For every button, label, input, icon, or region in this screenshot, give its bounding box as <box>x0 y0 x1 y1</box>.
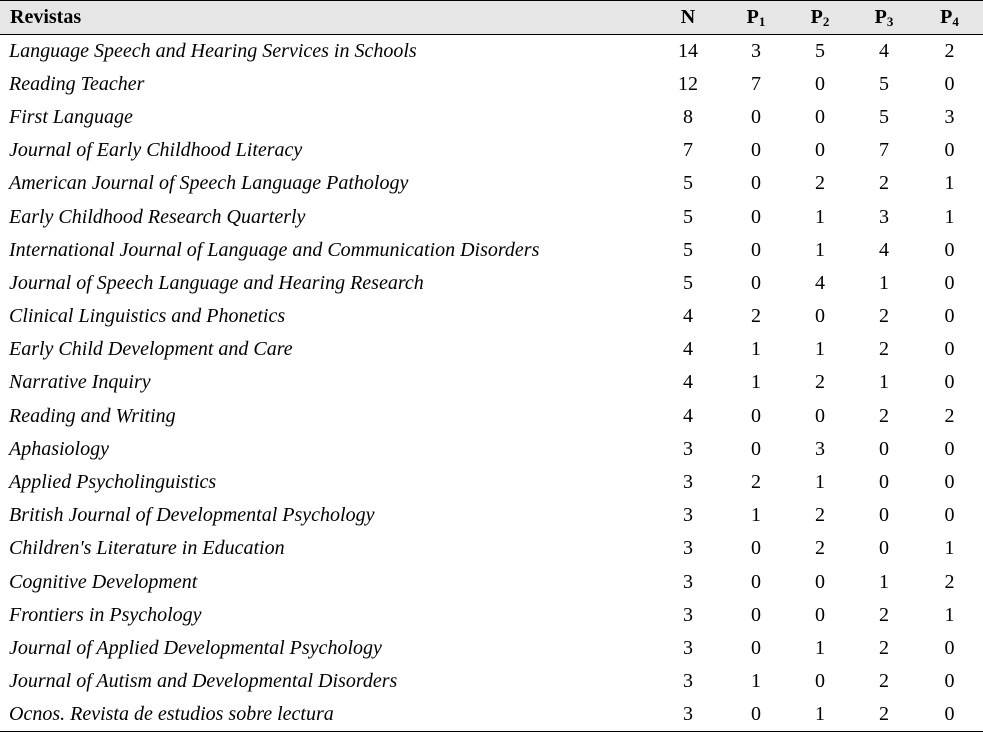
table-row <box>0 632 983 665</box>
cell-p4: 0 <box>944 504 955 527</box>
cell-p1: 3 <box>751 39 761 62</box>
cell-p3: 3 <box>879 205 889 228</box>
header-n: N <box>652 1 724 35</box>
cell-n: 5 <box>683 205 693 228</box>
table-row <box>0 466 983 499</box>
table-row <box>0 234 983 267</box>
cell-p4: 0 <box>944 72 955 95</box>
cell-p3: 4 <box>879 39 889 62</box>
cell-p2: 0 <box>815 570 825 593</box>
cell-p2: 2 <box>815 371 825 394</box>
cell-p2: 0 <box>815 139 825 162</box>
cell-p3: 1 <box>879 371 889 394</box>
table-row <box>0 134 983 167</box>
cell-p4: 2 <box>944 570 955 593</box>
cell-p4: 1 <box>944 603 955 626</box>
cell-p3: 2 <box>879 338 889 361</box>
cell-p2: 1 <box>815 238 825 261</box>
cell-p3: 2 <box>879 404 889 427</box>
cell-p1: 7 <box>751 72 761 95</box>
cell-p2: 1 <box>815 205 825 228</box>
header-p1 <box>724 1 788 35</box>
cell-journal-name: Applied Psycholinguistics <box>9 471 217 494</box>
cell-n: 3 <box>683 537 693 560</box>
cell-p4: 2 <box>944 404 955 427</box>
cell-journal-name: Journal of Applied Developmental Psychology <box>9 636 382 659</box>
cell-p2: 1 <box>788 698 852 731</box>
cell-journal-name: Language Speech and Hearing Services in Schools <box>9 39 417 62</box>
cell-journal-name: International Journal of Language and Communication Disorders <box>9 238 540 261</box>
cell-journal-name: Journal of Early Childhood Literacy <box>9 139 303 162</box>
cell-n: 4 <box>683 371 693 394</box>
cell-journal-name: Clinical Linguistics and Phonetics <box>9 305 286 328</box>
cell-journal-name: Reading Teacher <box>9 72 145 95</box>
cell-p3: 2 <box>879 603 889 626</box>
cell-journal-name: Children's Literature in Education <box>9 537 285 560</box>
cell-n: 4 <box>683 404 693 427</box>
cell-p1: 0 <box>751 139 761 162</box>
cell-n: 3 <box>683 636 693 659</box>
cell-p2: 0 <box>815 670 825 693</box>
table-row <box>0 267 983 300</box>
header-p3-sub: 3 <box>886 13 894 29</box>
table-header <box>0 1 983 35</box>
cell-n: 5 <box>683 172 693 195</box>
table-row <box>0 333 983 366</box>
cell-n: 8 <box>683 105 693 128</box>
table-row <box>0 566 983 599</box>
cell-p2: 1 <box>815 471 825 494</box>
cell-p2: 0 <box>815 404 825 427</box>
cell-p1: 1 <box>751 670 761 693</box>
cell-p1: 0 <box>751 537 761 560</box>
cell-p1: 1 <box>751 504 761 527</box>
cell-p4: 0 <box>944 670 955 693</box>
cell-p1: 0 <box>751 238 761 261</box>
header-p2 <box>788 1 852 35</box>
cell-journal-name: Narrative Inquiry <box>9 371 151 394</box>
cell-p2: 3 <box>815 437 825 460</box>
cell-journal-name: Early Childhood Research Quarterly <box>9 205 306 228</box>
table-row <box>0 300 983 333</box>
cell-p3: 2 <box>879 636 889 659</box>
cell-n: 3 <box>683 570 693 593</box>
cell-p4: 0 <box>916 698 983 731</box>
table-row <box>0 35 983 68</box>
cell-n: 3 <box>683 471 693 494</box>
cell-journal-name: First Language <box>9 105 133 128</box>
cell-n: 7 <box>683 139 693 162</box>
header-row <box>0 1 983 35</box>
header-p4 <box>916 1 983 35</box>
cell-journal-name: Journal of Autism and Developmental Disorders <box>9 670 398 693</box>
cell-p3: 5 <box>879 105 889 128</box>
table-row <box>0 167 983 200</box>
cell-p4: 0 <box>944 636 955 659</box>
cell-p3: 2 <box>879 305 889 328</box>
cell-p1: 0 <box>751 404 761 427</box>
cell-p3: 1 <box>879 570 889 593</box>
cell-p3: 4 <box>879 238 889 261</box>
cell-n: 3 <box>652 698 724 731</box>
cell-p2: 5 <box>815 39 825 62</box>
cell-p1: 1 <box>751 371 761 394</box>
cell-p2: 2 <box>815 537 825 560</box>
cell-p1: 0 <box>751 603 761 626</box>
cell-p1: 0 <box>751 570 761 593</box>
cell-n: 12 <box>678 72 698 95</box>
cell-p3: 2 <box>852 698 916 731</box>
cell-p1: 0 <box>751 437 761 460</box>
cell-n: 3 <box>683 504 693 527</box>
cell-p1: 0 <box>751 205 761 228</box>
header-p1-sub: 1 <box>758 13 766 29</box>
cell-p3: 2 <box>879 670 889 693</box>
table-row <box>0 698 983 731</box>
cell-p3: 5 <box>879 72 889 95</box>
cell-p2: 1 <box>815 338 825 361</box>
cell-p1: 0 <box>751 271 761 294</box>
cell-journal-name: American Journal of Speech Language Pathology <box>9 172 409 195</box>
cell-n: 4 <box>683 305 693 328</box>
cell-p4: 0 <box>944 305 955 328</box>
table-row <box>0 400 983 433</box>
cell-p3: 0 <box>879 504 889 527</box>
cell-p4: 0 <box>944 238 955 261</box>
cell-p2: 2 <box>815 172 825 195</box>
cell-p3: 0 <box>879 537 889 560</box>
cell-journal-name: British Journal of Developmental Psychology <box>9 504 375 527</box>
cell-p1: 0 <box>751 105 761 128</box>
cell-p4: 0 <box>944 271 955 294</box>
cell-p4: 0 <box>944 139 955 162</box>
cell-p1: 0 <box>751 636 761 659</box>
table-body <box>0 35 983 732</box>
cell-journal-name: Aphasiology <box>9 437 109 460</box>
cell-p4: 3 <box>944 105 955 128</box>
table-row <box>0 200 983 233</box>
header-p2-sub: 2 <box>822 13 830 29</box>
cell-p4: 1 <box>944 172 955 195</box>
cell-p4: 0 <box>944 471 955 494</box>
cell-p1: 0 <box>751 172 761 195</box>
cell-p4: 0 <box>944 338 955 361</box>
header-p4-letter: P <box>940 5 953 28</box>
cell-p3: 0 <box>879 437 889 460</box>
cell-n: 3 <box>683 603 693 626</box>
cell-p4: 2 <box>944 39 955 62</box>
cell-n: 5 <box>683 238 693 261</box>
cell-journal-name: Reading and Writing <box>9 404 176 427</box>
header-p4-sub: 4 <box>952 13 959 29</box>
cell-p4: 1 <box>944 537 955 560</box>
cell-n: 14 <box>678 39 698 62</box>
table-row <box>0 68 983 101</box>
cell-p2: 1 <box>815 636 825 659</box>
cell-n: 3 <box>683 437 693 460</box>
cell-p1: 2 <box>751 471 761 494</box>
cell-p2: 0 <box>815 72 825 95</box>
cell-p1: 0 <box>724 698 788 731</box>
cell-p2: 0 <box>815 603 825 626</box>
cell-n: 3 <box>683 670 693 693</box>
cell-p3: 1 <box>879 271 889 294</box>
cell-p2: 0 <box>815 105 825 128</box>
header-p2-letter: P <box>810 5 823 28</box>
table-row <box>0 532 983 565</box>
cell-p4: 0 <box>944 371 955 394</box>
header-p3-letter: P <box>874 5 887 28</box>
cell-p1: 1 <box>751 338 761 361</box>
cell-p4: 1 <box>944 205 955 228</box>
cell-p3: 0 <box>879 471 889 494</box>
header-p3 <box>852 1 916 35</box>
cell-p3: 7 <box>879 139 889 162</box>
table-row <box>0 433 983 466</box>
cell-journal-name: Early Child Development and Care <box>9 338 293 361</box>
cell-p2: 4 <box>815 271 825 294</box>
cell-n: 5 <box>683 271 693 294</box>
cell-p2: 0 <box>815 305 825 328</box>
cell-n: 4 <box>683 338 693 361</box>
cell-journal-name: Cognitive Development <box>9 570 198 593</box>
cell-journal-name: Journal of Speech Language and Hearing Research <box>9 271 424 294</box>
cell-p4: 0 <box>944 437 955 460</box>
header-revistas: Revistas <box>0 1 652 35</box>
table-row <box>0 665 983 698</box>
cell-p2: 2 <box>815 504 825 527</box>
cell-p1: 2 <box>751 305 761 328</box>
table-row <box>0 366 983 399</box>
table-row <box>0 101 983 134</box>
header-p1-letter: P <box>746 5 759 28</box>
table-row <box>0 599 983 632</box>
table-row <box>0 499 983 532</box>
cell-journal-name: Frontiers in Psychology <box>9 603 202 626</box>
cell-p3: 2 <box>879 172 889 195</box>
cell-journal-name: Ocnos. Revista de estudios sobre lectura <box>0 698 652 731</box>
